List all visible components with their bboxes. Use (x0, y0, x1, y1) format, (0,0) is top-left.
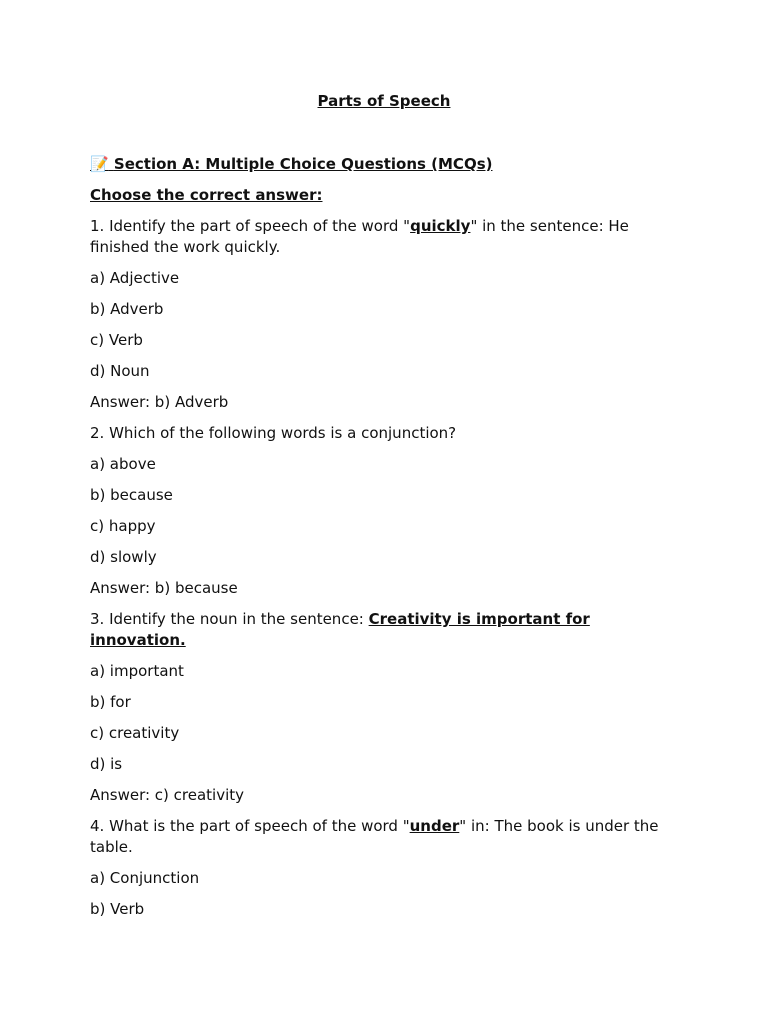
question-2 (90, 423, 680, 444)
page-title: Parts of Speech (317, 92, 451, 110)
option: a) important (90, 662, 184, 680)
answer: Answer: b) Adverb (90, 393, 229, 411)
document-body (90, 154, 680, 930)
answer: Answer: c) creativity (90, 786, 245, 804)
answer: Answer: b) because (90, 579, 238, 597)
question-3-sentence: Creativity is important for innovation. (90, 610, 590, 649)
option: a) above (90, 455, 156, 473)
section-heading (90, 154, 680, 175)
option: b) Verb (90, 900, 145, 918)
option: c) happy (90, 517, 156, 535)
question-4-keyword: under (409, 817, 460, 835)
question-1-keyword: quickly (410, 217, 471, 235)
instruction: Choose the correct answer: (90, 186, 323, 204)
option: c) creativity (90, 724, 180, 742)
question-1-text: 1. Identify the part of speech of the word " (90, 217, 411, 235)
memo-icon: 📝 (90, 155, 109, 173)
option: b) because (90, 486, 173, 504)
question-4-text: 4. What is the part of speech of the word " (90, 817, 410, 835)
option: a) Conjunction (90, 869, 200, 887)
question-4 (90, 816, 680, 858)
option: b) Adverb (90, 300, 164, 318)
section-heading-text: Section A: Multiple Choice Questions (MCQs) (113, 155, 493, 173)
question-3 (90, 609, 680, 651)
option: a) Adjective (90, 269, 180, 287)
question-3-text: 3. Identify the noun in the sentence: (90, 610, 369, 628)
option: c) Verb (90, 331, 143, 349)
question-2-text: 2. Which of the following words is a conjunction? (90, 424, 457, 442)
option: d) is (90, 755, 123, 773)
option: d) slowly (90, 548, 157, 566)
question-1-text-end: " in the sentence: He finished the work quickly. (90, 217, 629, 256)
option: d) Noun (90, 362, 150, 380)
question-1 (90, 216, 680, 258)
question-4-text-end: " in: The book is under the table. (90, 817, 659, 856)
option: b) for (90, 693, 131, 711)
